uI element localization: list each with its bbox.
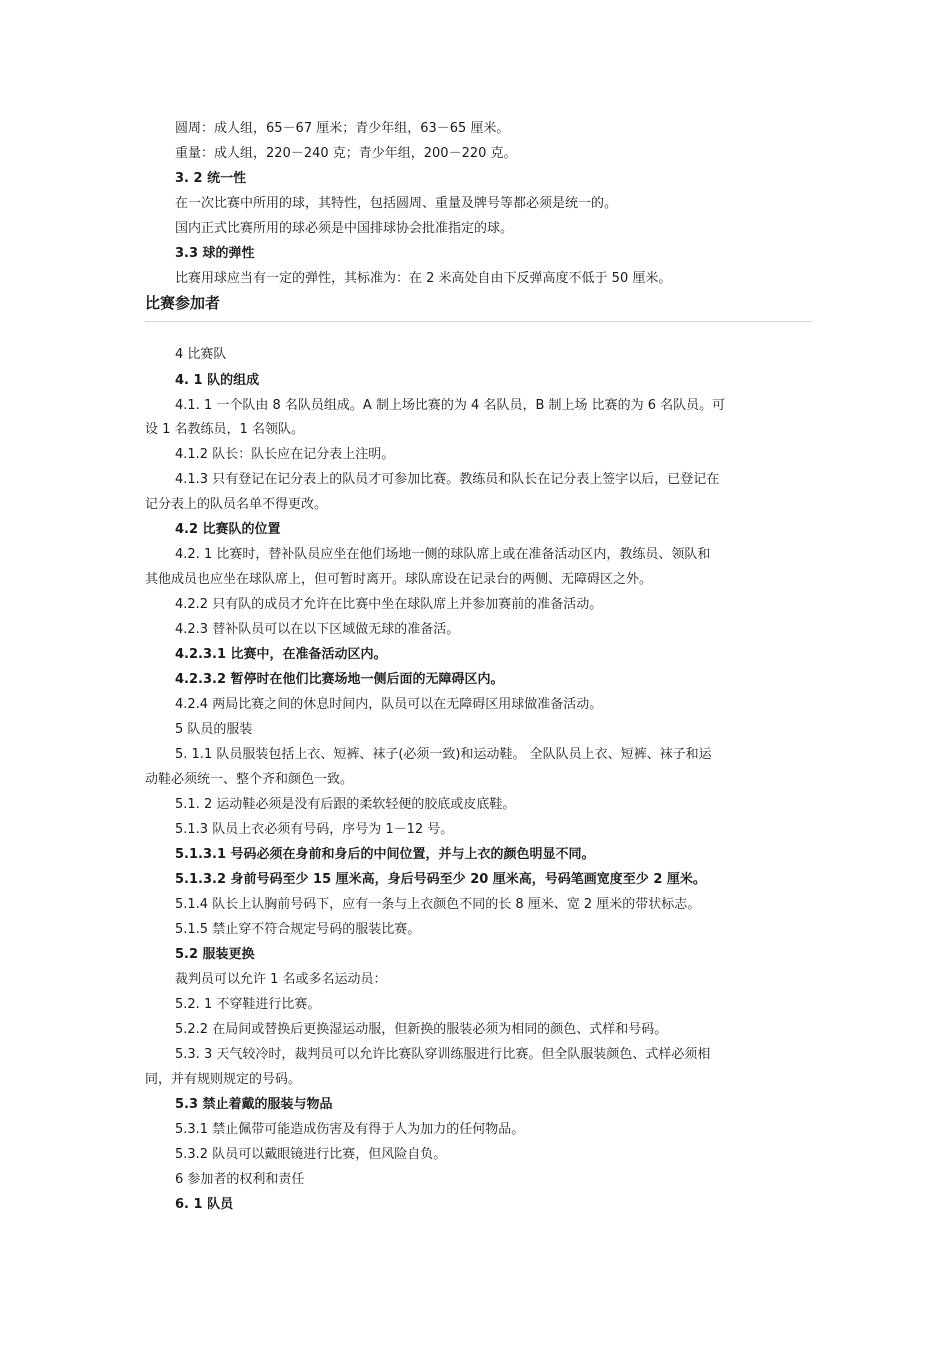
text-line: 5.2. 1 不穿鞋进行比赛。 (175, 997, 321, 1012)
text-line: 圆周：成人组，65－67 厘米；青少年组，63－65 厘米。 (175, 121, 510, 136)
subheading: 4.2 比赛队的位置 (175, 522, 281, 537)
subheading: 4.2.3.1 比赛中，在准备活动区内。 (175, 647, 387, 662)
text-line: 其他成员也应坐在球队席上，但可暂时离开。球队席设在记录台的两侧、无障碍区之外。 (145, 572, 653, 587)
text-line: 5.3.2 队员可以戴眼镜进行比赛，但风险自负。 (175, 1147, 447, 1162)
text-line: 5.1.3 队员上衣必须有号码，序号为 1－12 号。 (175, 822, 454, 837)
text-line: 4.1.3 只有登记在记分表上的队员才可参加比赛。教练员和队长在记分表上签字以后，已登记在 (175, 472, 720, 487)
subheading: 3.3 球的弹性 (175, 246, 255, 261)
text-line: 5. 1.1 队员服装包括上衣、短裤、袜子(必须一致)和运动鞋。 全队队员上衣、短裤、袜子和运 (175, 747, 712, 762)
text-line: 重量：成人组，220－240 克；青少年组，200－220 克。 (175, 146, 517, 161)
text-line: 裁判员可以允许 1 名或多名运动员： (175, 972, 387, 987)
subheading: 5.2 服装更换 (175, 947, 255, 962)
text-line: 记分表上的队员名单不得更改。 (145, 497, 328, 512)
text-line: 5.3.1 禁止佩带可能造成伤害及有得于人为加力的任何物品。 (175, 1122, 525, 1137)
subheading: 4.2.3.2 暂停时在他们比赛场地一侧后面的无障碍区内。 (175, 672, 504, 687)
subheading: 5.1.3.1 号码必须在身前和身后的中间位置，并与上衣的颜色明显不同。 (175, 847, 595, 862)
text-line: 比赛用球应当有一定的弹性，其标准为：在 2 米高处自由下反弹高度不低于 50 厘米。 (175, 271, 672, 286)
section-divider (145, 321, 812, 322)
subheading: 5.3 禁止着戴的服装与物品 (175, 1097, 333, 1112)
text-line: 5.3. 3 天气较冷时，裁判员可以允许比赛队穿训练服进行比赛。但全队服装颜色、式样必须相 (175, 1047, 711, 1062)
chapter-heading: 4 比赛队 (175, 347, 227, 362)
text-line: 4.2. 1 比赛时，替补队员应坐在他们场地一侧的球队席上或在准备活动区内，教练员、领队和 (175, 547, 711, 562)
text-line: 5.1.5 禁止穿不符合规定号码的服装比赛。 (175, 922, 421, 937)
text-line: 5.1. 2 运动鞋必须是没有后跟的柔软轻便的胶底或皮底鞋。 (175, 797, 516, 812)
text-line: 设 1 名教练员，1 名领队。 (145, 422, 304, 437)
text-line: 5.1.4 队长上认胸前号码下，应有一条与上衣颜色不同的长 8 厘米、宽 2 厘米的带状标志。 (175, 897, 701, 912)
text-line: 4.2.2 只有队的成员才允许在比赛中坐在球队席上并参加赛前的准备活动。 (175, 597, 603, 612)
text-line: 在一次比赛中所用的球，其特性，包括圆周、重量及牌号等都必须是统一的。 (175, 196, 618, 211)
subheading: 6. 1 队员 (175, 1197, 234, 1212)
text-line: 4.1. 1 一个队由 8 名队员组成。A 制上场比赛的为 4 名队员，B 制上场 比赛的为 6 名队员。可 (175, 398, 726, 413)
chapter-heading: 5 队员的服装 (175, 722, 253, 737)
subheading: 5.1.3.2 身前号码至少 15 厘米高，身后号码至少 20 厘米高，号码笔画宽度至少 2 厘米。 (175, 872, 706, 887)
text-line: 4.1.2 队长：队长应在记分表上注明。 (175, 447, 395, 462)
text-line: 4.2.4 两局比赛之间的休息时间内，队员可以在无障碍区用球做准备活动。 (175, 697, 603, 712)
text-line: 同，并有规则规定的号码。 (145, 1072, 302, 1087)
chapter-heading: 6 参加者的权利和责任 (175, 1172, 305, 1187)
subheading: 3. 2 统一性 (175, 171, 247, 186)
text-line: 5.2.2 在局间或替换后更换湿运动服，但新换的服装必须为相同的颜色、式样和号码。 (175, 1022, 668, 1037)
text-line: 动鞋必须统一、整个齐和颜色一致。 (145, 772, 354, 787)
text-line: 国内正式比赛所用的球必须是中国排球协会批准指定的球。 (175, 221, 514, 236)
subheading: 4. 1 队的组成 (175, 373, 260, 388)
section-heading: 比赛参加者 (145, 294, 221, 312)
text-line: 4.2.3 替补队员可以在以下区域做无球的准备活。 (175, 622, 460, 637)
